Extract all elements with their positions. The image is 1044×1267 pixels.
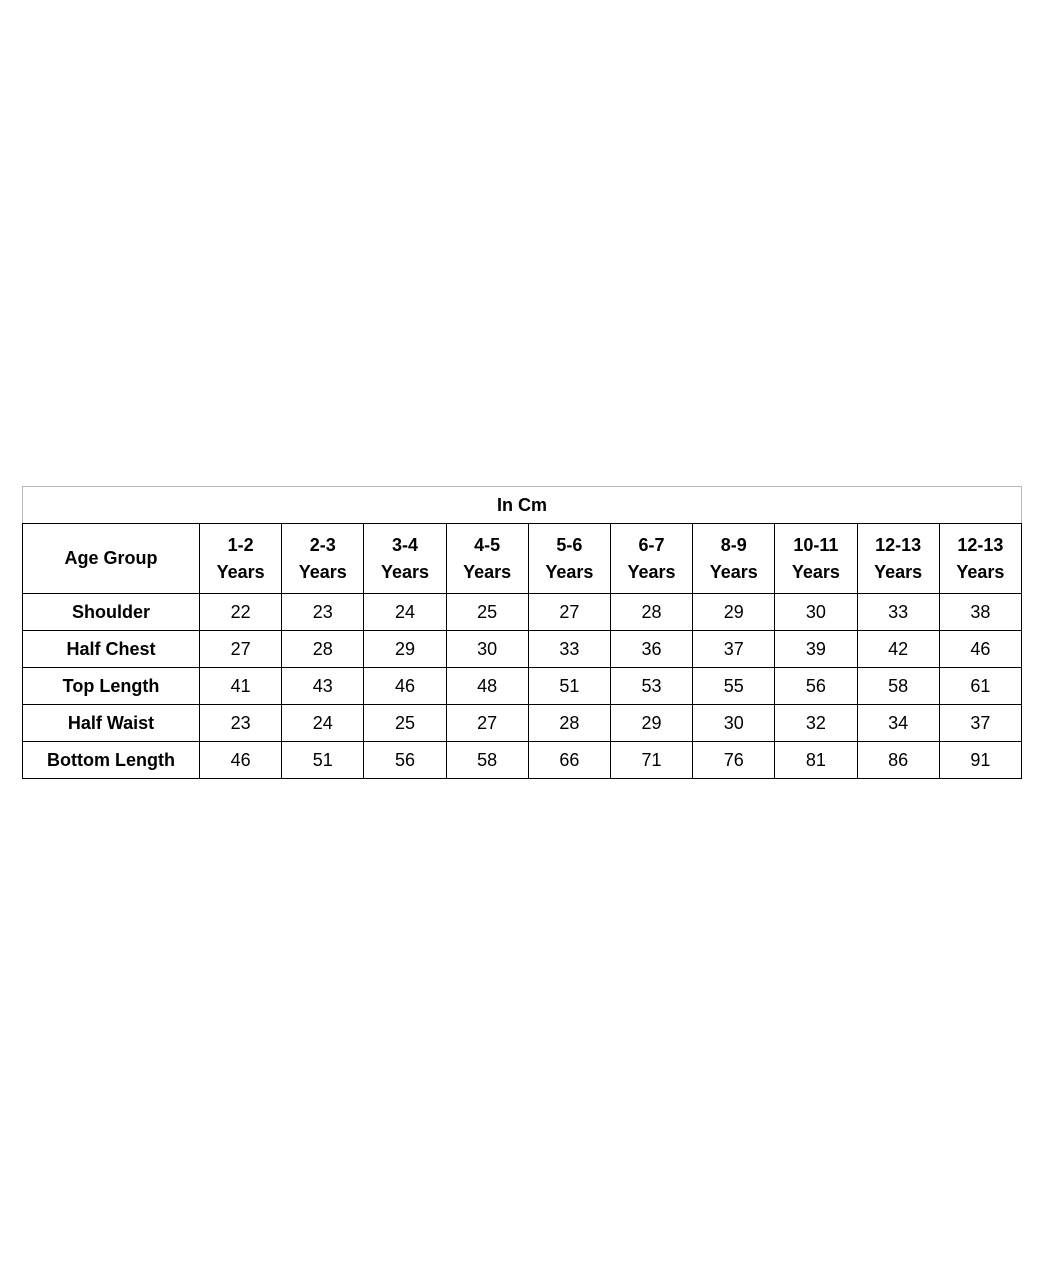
measurement-value: 23 [200, 705, 282, 742]
age-group-header [282, 524, 364, 594]
age-unit: Years [380, 561, 429, 582]
measurement-value: 37 [939, 705, 1021, 742]
age-unit: Years [545, 561, 594, 582]
age-range: 12-13 [957, 534, 1004, 555]
measurement-label: Half Chest [23, 631, 200, 668]
age-unit: Years [874, 561, 923, 582]
table-row [23, 705, 1022, 742]
age-range: 3-4 [391, 534, 418, 555]
measurement-value: 34 [857, 705, 939, 742]
measurement-value: 46 [364, 668, 446, 705]
measurement-value: 51 [528, 668, 610, 705]
measurement-value: 28 [610, 594, 692, 631]
age-unit: Years [463, 561, 512, 582]
measurement-value: 81 [775, 742, 857, 779]
measurement-value: 30 [775, 594, 857, 631]
measurements-body [23, 594, 1022, 779]
measurement-value: 71 [610, 742, 692, 779]
age-range: 5-6 [556, 534, 583, 555]
age-group-header [693, 524, 775, 594]
measurement-value: 37 [693, 631, 775, 668]
age-group-header-row [23, 524, 1022, 594]
age-range: 1-2 [227, 534, 254, 555]
measurement-value: 29 [364, 631, 446, 668]
measurement-value: 30 [446, 631, 528, 668]
measurement-value: 38 [939, 594, 1021, 631]
measurement-label: Top Length [23, 668, 200, 705]
measurement-value: 29 [610, 705, 692, 742]
age-unit: Years [791, 561, 840, 582]
age-unit: Years [627, 561, 676, 582]
size-chart-table [22, 486, 1022, 779]
measurement-value: 91 [939, 742, 1021, 779]
measurement-value: 23 [282, 594, 364, 631]
age-range: 12-13 [875, 534, 922, 555]
measurement-value: 55 [693, 668, 775, 705]
unit-title: In Cm [23, 487, 1022, 524]
age-unit: Years [216, 561, 265, 582]
age-unit: Years [956, 561, 1005, 582]
unit-row [23, 487, 1022, 524]
age-group-header [857, 524, 939, 594]
age-group-header [200, 524, 282, 594]
measurement-value: 24 [282, 705, 364, 742]
measurement-value: 25 [446, 594, 528, 631]
measurement-value: 32 [775, 705, 857, 742]
measurement-value: 51 [282, 742, 364, 779]
age-group-header [939, 524, 1021, 594]
measurement-value: 27 [200, 631, 282, 668]
age-range: 4-5 [474, 534, 501, 555]
measurement-value: 29 [693, 594, 775, 631]
measurement-value: 48 [446, 668, 528, 705]
measurement-value: 33 [857, 594, 939, 631]
age-range: 6-7 [638, 534, 665, 555]
table-row [23, 631, 1022, 668]
age-group-header [610, 524, 692, 594]
measurement-value: 39 [775, 631, 857, 668]
age-group-header [528, 524, 610, 594]
measurement-value: 46 [939, 631, 1021, 668]
measurement-value: 33 [528, 631, 610, 668]
measurement-value: 27 [528, 594, 610, 631]
age-range: 8-9 [720, 534, 747, 555]
measurement-label: Shoulder [23, 594, 200, 631]
measurement-value: 41 [200, 668, 282, 705]
table-row [23, 742, 1022, 779]
measurement-value: 53 [610, 668, 692, 705]
measurement-value: 58 [446, 742, 528, 779]
age-unit: Years [709, 561, 758, 582]
age-group-header [775, 524, 857, 594]
measurement-value: 28 [528, 705, 610, 742]
measurement-value: 86 [857, 742, 939, 779]
measurement-value: 56 [364, 742, 446, 779]
table-row [23, 668, 1022, 705]
measurement-value: 42 [857, 631, 939, 668]
age-unit: Years [298, 561, 347, 582]
age-group-header [364, 524, 446, 594]
measurement-label: Half Waist [23, 705, 200, 742]
measurement-value: 36 [610, 631, 692, 668]
measurement-value: 27 [446, 705, 528, 742]
measurement-label: Bottom Length [23, 742, 200, 779]
age-range: 2-3 [309, 534, 336, 555]
measurement-value: 46 [200, 742, 282, 779]
measurement-value: 76 [693, 742, 775, 779]
measurement-value: 24 [364, 594, 446, 631]
measurement-value: 25 [364, 705, 446, 742]
measurement-value: 56 [775, 668, 857, 705]
table-row [23, 594, 1022, 631]
measurement-value: 58 [857, 668, 939, 705]
age-group-header [446, 524, 528, 594]
age-group-label: Age Group [23, 524, 200, 594]
measurement-value: 30 [693, 705, 775, 742]
age-range: 10-11 [793, 534, 839, 555]
measurement-value: 22 [200, 594, 282, 631]
measurement-value: 28 [282, 631, 364, 668]
measurement-value: 61 [939, 668, 1021, 705]
measurement-value: 43 [282, 668, 364, 705]
measurement-value: 66 [528, 742, 610, 779]
